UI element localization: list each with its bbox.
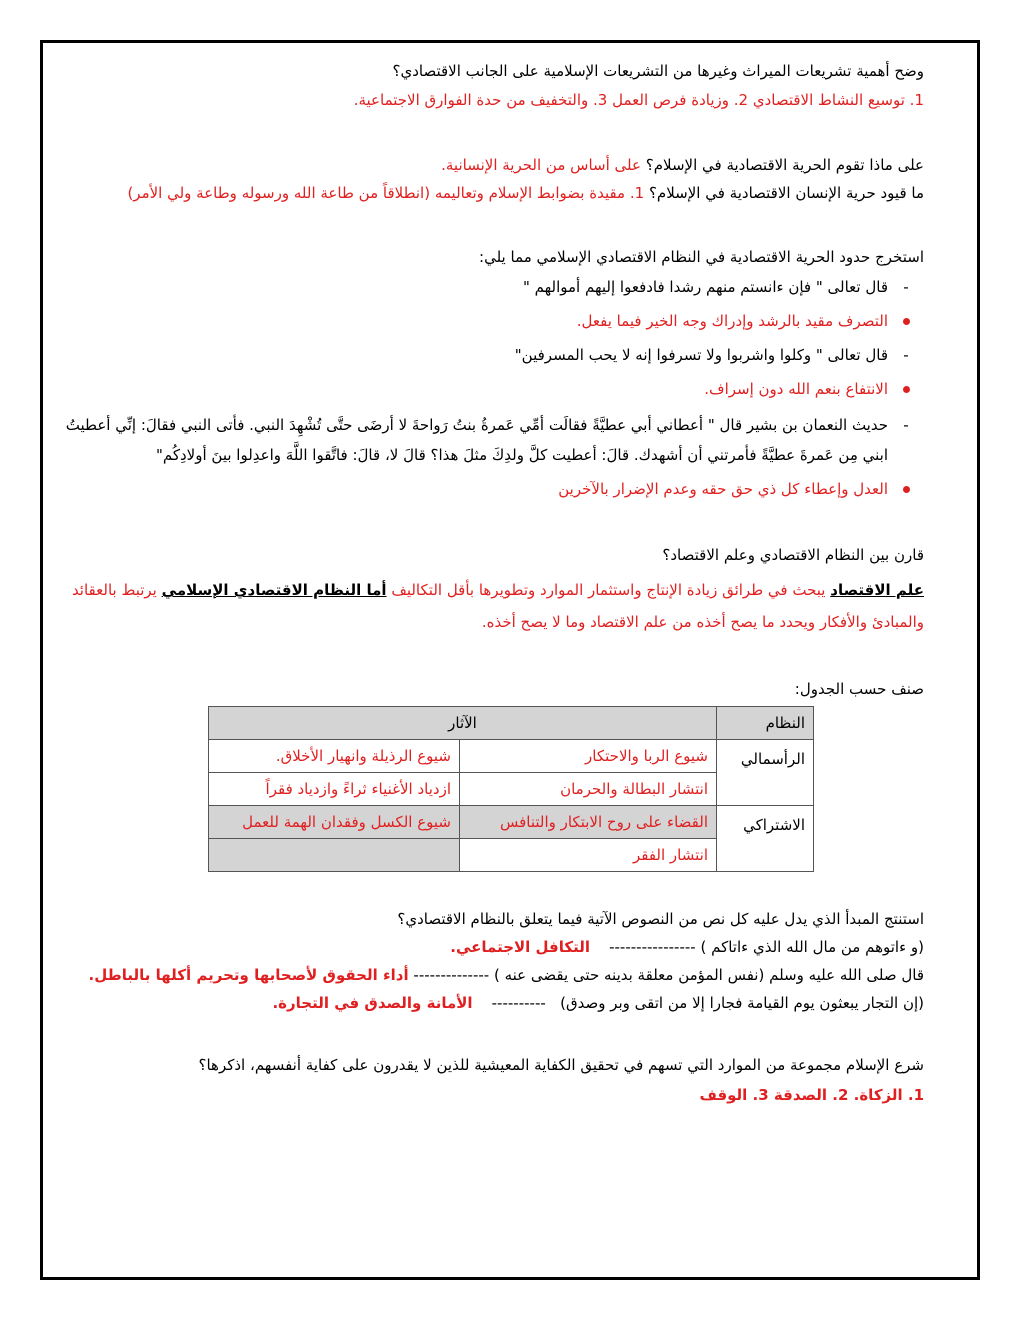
q2-answer: على أساس من الحرية الإنسانية. [441,156,641,174]
q7-answer: أداء الحقوق لأصحابها وتحريم أكلها بالباطل. [88,966,409,984]
system-cell: الرأسمالي [717,740,814,806]
table-row [209,740,814,773]
q7-item [58,992,924,1014]
header-system: النظام [717,707,814,740]
q8-answer: 1. الزكاة. 2. الصدقة 3. الوقف [699,1086,924,1104]
q7-answer: التكافل الاجتماعي. [450,938,591,956]
effect-cell: القضاء على روح الابتكار والتنافس [460,806,717,839]
classification-table [208,706,814,872]
q7-dashes: ---------------- [609,938,696,956]
q5-answer [58,574,924,638]
system-cell: الاشتراكي [717,806,814,872]
q4-item-answer [58,310,924,332]
q7-dashes: -------------- [413,966,490,984]
effect-cell: ازدياد الأغنياء ثراءً وازدياد فقراً [209,773,460,806]
islamic-label: أما النظام الاقتصادي الإسلامي [161,581,387,599]
q4-item-text: قال تعالى " فإن ءانستم منهم رشدا فادفعوا إليهم أموالهم " [522,278,888,296]
q4-item [58,276,924,298]
q7-question: استنتج المبدأ الذي يدل عليه كل نص من النصوص الآتية فيما يتعلق بالنظام الاقتصادي؟ [397,910,924,928]
worksheet-content [58,58,924,1106]
q7-text: (إن التجار يبعثون يوم القيامة فجارا إلا من اتقى وبر وصدق) [560,994,924,1012]
q4-item-text: قال تعالى " وكلوا واشربوا ولا تسرفوا إنه لا يحب المسرفين" [514,346,888,364]
effect-cell: شيوع الرذيلة وانهيار الأخلاق. [209,740,460,773]
econ-label: علم الاقتصاد [830,581,924,599]
q4-item-answer [58,378,924,400]
q7-answer: الأمانة والصدق في التجارة. [272,994,473,1012]
q7-text: (و ءاتوهم من مال الله الذي ءاتاكم ) [700,938,924,956]
bullet-icon [898,310,914,332]
q7-item [58,964,924,986]
q7-item [58,936,924,958]
effect-cell: انتشار الفقر [460,839,717,872]
dash-marker: - [903,278,909,296]
bullet-icon [898,478,914,500]
q4-item-answer [58,478,924,500]
q3-question: ما قيود حرية الإنسان الاقتصادية في الإسلام؟ [648,184,924,202]
econ-text: يبحث في طرائق زيادة الإنتاج واستثمار الموارد وتطويرها بأقل التكاليف [391,581,826,599]
q7-text: قال صلى الله عليه وسلم (نفس المؤمن معلقة بدينه حتى يقضى عنه ) [493,966,924,984]
q7-dashes: ---------- [491,994,546,1012]
q4-item-text: حديث النعمان بن بشير قال " أعطاني أبي عطيَّةً فقالَت أمِّي عَمرةُ بنتُ رَواحةَ لا أرضَى حتَّى تُشْهِدَ النبي. فأتى النبي فقالَ: إنِّي أعطيتُ ابني مِن عَمرةَ عطيَّةً فأمرتني أن أشهدك. قالَ: أعطيت كلَّ ولدِكَ مثلَ هذا؟ قالَ لا، قالَ: فاتَّقوا اللَّهَ واعدِلوا بينَ أولادِكُم" [65,416,888,464]
q5-question: قارن بين النظام الاقتصادي وعلم الاقتصاد؟ [662,546,924,564]
q4-question: استخرج حدود الحرية الاقتصادية في النظام الاقتصادي الإسلامي مما يلي: [479,248,924,266]
effect-cell: شيوع الكسل وفقدان الهمة للعمل [209,806,460,839]
dash-marker: - [903,416,909,434]
table-row [209,806,814,839]
q1-question: وضح أهمية تشريعات الميراث وغيرها من التشريعات الإسلامية على الجانب الاقتصادي؟ [392,62,924,80]
effect-cell: شيوع الربا والاحتكار [460,740,717,773]
q4-item [58,344,924,366]
islamic-text: يرتبط بالعقائد والمبادئ والأفكار ويحدد ما يصح أخذه من علم الاقتصاد وما لا يصح أخذه. [71,581,924,631]
q3-line [58,182,924,204]
table-header-row [209,707,814,740]
q4-answer-text: التصرف مقيد بالرشد وإدراك وجه الخير فيما يفعل. [576,312,888,330]
q3-answer: 1. مقيدة بضوابط الإسلام وتعاليمه (انطلاقاً من طاعة الله ورسوله وطاعة ولي الأمر) [127,184,645,202]
q6-question: صنف حسب الجدول: [794,680,924,698]
bullet-icon [898,378,914,400]
dash-marker: - [903,346,909,364]
q4-answer-text: الانتفاع بنعم الله دون إسراف. [704,380,888,398]
q8-question: شرع الإسلام مجموعة من الموارد التي تسهم في تحقيق الكفاية المعيشية للذين لا يقدرون على كفاية أنفسهم، اذكرها؟ [198,1056,924,1074]
q2-line [58,154,924,176]
header-effects: الآثار [209,707,717,740]
q4-answer-text: العدل وإعطاء كل ذي حق حقه وعدم الإضرار بالآخرين [558,480,888,498]
effect-cell [209,839,460,872]
q4-item [58,410,924,470]
q1-answer: 1. توسيع النشاط الاقتصادي 2. وزيادة فرص العمل 3. والتخفيف من حدة الفوارق الاجتماعية. [353,91,924,109]
q2-question: على ماذا تقوم الحرية الاقتصادية في الإسلام؟ [645,156,924,174]
effect-cell: انتشار البطالة والحرمان [460,773,717,806]
